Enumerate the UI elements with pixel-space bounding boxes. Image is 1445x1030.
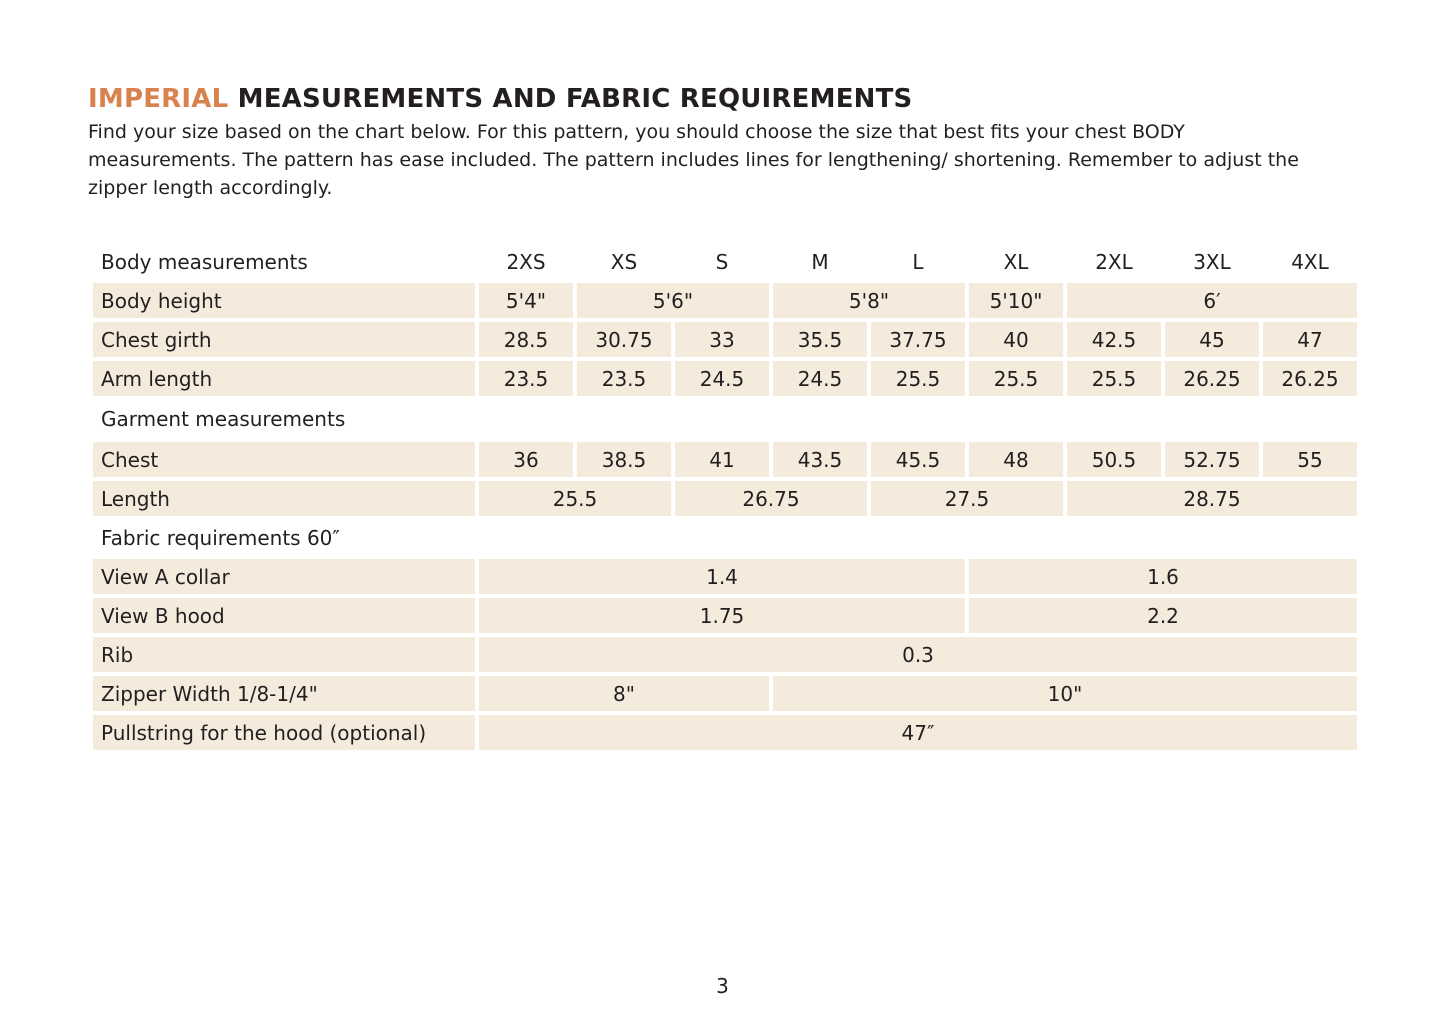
table-cell: 28.5: [479, 322, 573, 357]
table-row-view-a: [93, 559, 1357, 594]
table-cell: 50.5: [1067, 442, 1161, 477]
table-row-chest-girth: [93, 322, 1357, 357]
row-label: Length: [93, 481, 475, 516]
size-header: M: [811, 249, 829, 274]
table-cell: 8": [479, 676, 769, 711]
table-cell: 23.5: [577, 361, 671, 396]
intro-paragraph: Find your size based on the chart below. For this pattern, you should choose the size that best fits your chest BODY measurements. The pattern has ease included. The pattern includes lines for lengthening/ shortening. Remember to adjust the zipper length accordingly.: [88, 121, 1299, 199]
table-cell: 37.75: [871, 322, 965, 357]
table-cell: 47: [1263, 322, 1357, 357]
table-cell: 5'6": [577, 283, 769, 318]
table-row-body-height: [93, 283, 1357, 318]
table-cell: 26.75: [675, 481, 867, 516]
table-cell: 55: [1263, 442, 1357, 477]
row-label: Arm length: [93, 361, 475, 396]
row-label: Rib: [93, 637, 475, 672]
table-cell: 1.4: [479, 559, 965, 594]
size-header: L: [912, 249, 924, 274]
table-cell: 25.5: [871, 361, 965, 396]
heading-rest: MEASUREMENTS AND FABRIC REQUIREMENTS: [237, 84, 913, 114]
table-cell: 36: [479, 442, 573, 477]
section-row-garment: [93, 400, 1357, 438]
table-cell: 0.3: [479, 637, 1357, 672]
table-cell: 24.5: [773, 361, 867, 396]
heading-accent: IMPERIAL: [88, 84, 229, 114]
table-cell: 38.5: [577, 442, 671, 477]
table-cell: 48: [969, 442, 1063, 477]
table-cell: 26.25: [1263, 361, 1357, 396]
table-cell: 6′: [1067, 283, 1357, 318]
size-header: 2XS: [506, 249, 546, 274]
page-heading: [88, 84, 912, 114]
table-cell: 25.5: [1067, 361, 1161, 396]
table-row-chest: [93, 442, 1357, 477]
table-row-view-b: [93, 598, 1357, 633]
table-cell: 30.75: [577, 322, 671, 357]
row-label: Zipper Width 1/8-1/4": [93, 676, 475, 711]
size-header: 4XL: [1291, 249, 1329, 274]
table-cell: 40: [969, 322, 1063, 357]
page-number: 3: [716, 974, 729, 998]
table-cell: 47″: [479, 715, 1357, 750]
table-cell: 42.5: [1067, 322, 1161, 357]
table-cell: 33: [675, 322, 769, 357]
table-cell: 43.5: [773, 442, 867, 477]
size-header: XS: [610, 249, 638, 274]
size-chart-table: [89, 240, 1361, 754]
table-cell: 35.5: [773, 322, 867, 357]
section-label: Garment measurements: [101, 407, 346, 431]
table-cell: 10": [773, 676, 1357, 711]
table-row-rib: [93, 637, 1357, 672]
table-cell: 24.5: [675, 361, 769, 396]
table-cell: 41: [675, 442, 769, 477]
table-cell: 26.25: [1165, 361, 1259, 396]
row-label: Body height: [93, 283, 475, 318]
size-header: S: [715, 249, 729, 274]
table-cell: 23.5: [479, 361, 573, 396]
table-cell: 2.2: [969, 598, 1357, 633]
table-cell: 25.5: [479, 481, 671, 516]
row-label: View A collar: [93, 559, 475, 594]
section-label: Fabric requirements 60″: [101, 525, 340, 550]
row-label: Pullstring for the hood (optional): [93, 715, 475, 750]
size-header: XL: [1003, 249, 1029, 274]
table-cell: 45: [1165, 322, 1259, 357]
table-cell: 5'4": [479, 283, 573, 318]
table-cell: 5'8": [773, 283, 965, 318]
row-label: Chest: [93, 442, 475, 477]
header-label: Body measurements: [101, 249, 308, 274]
table-cell: 1.6: [969, 559, 1357, 594]
table-cell: 27.5: [871, 481, 1063, 516]
row-label: View B hood: [93, 598, 475, 633]
table-cell: 1.75: [479, 598, 965, 633]
table-row-zipper: [93, 676, 1357, 711]
size-header: 3XL: [1193, 249, 1231, 274]
table-cell: 25.5: [969, 361, 1063, 396]
size-header: 2XL: [1095, 249, 1133, 274]
row-label: Chest girth: [93, 322, 475, 357]
table-row-pullstring: [93, 715, 1357, 750]
table-cell: 52.75: [1165, 442, 1259, 477]
section-row-fabric: [93, 520, 1357, 555]
table-cell: 5'10": [969, 283, 1063, 318]
table-row-sizes: [93, 244, 1357, 279]
table-row-arm-length: [93, 361, 1357, 396]
table-cell: 28.75: [1067, 481, 1357, 516]
table-row-length: [93, 481, 1357, 516]
table-cell: 45.5: [871, 442, 965, 477]
